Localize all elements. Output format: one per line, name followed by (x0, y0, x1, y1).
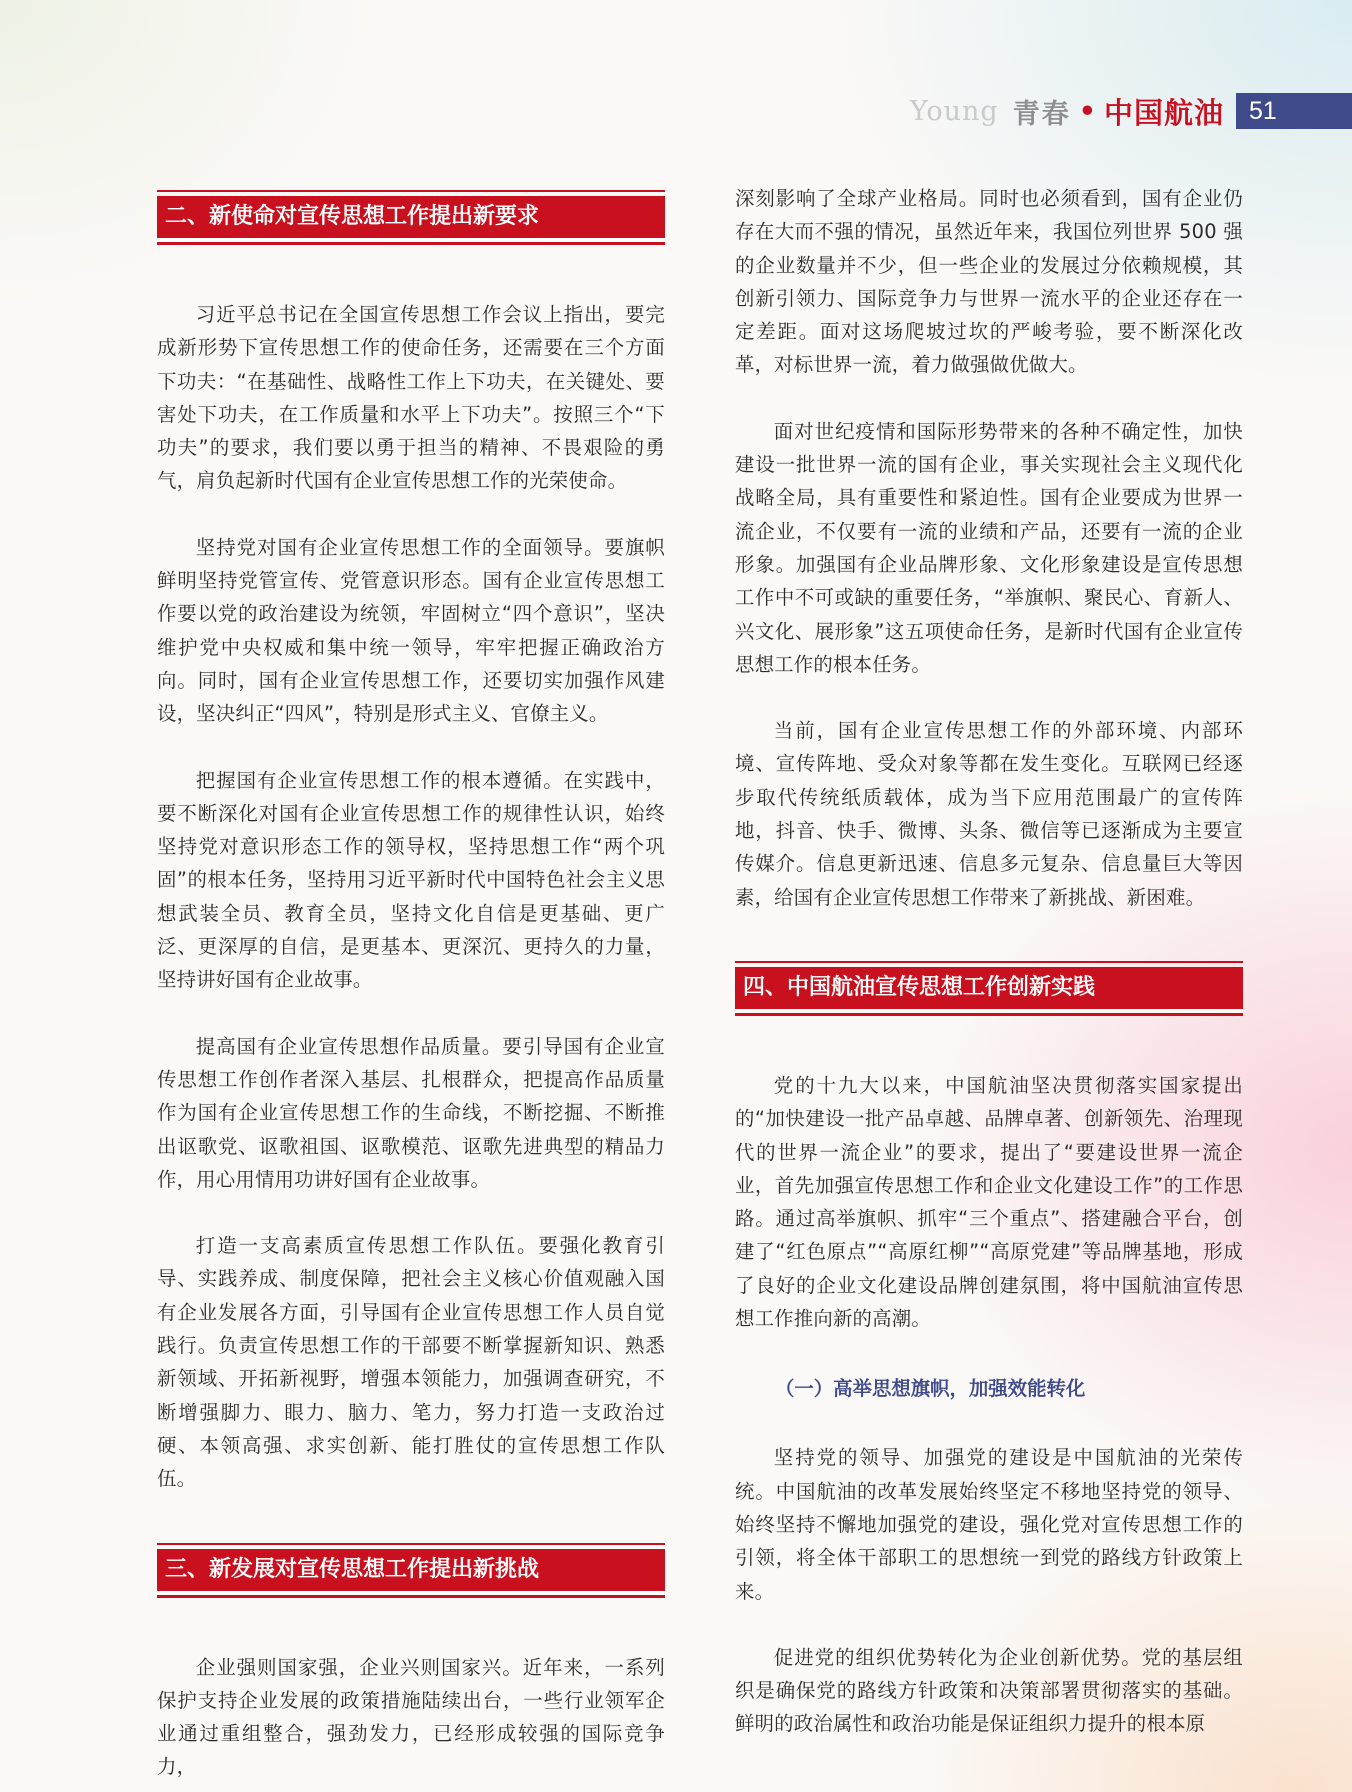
page-header (910, 92, 1352, 130)
section-4-heading: 四、中国航油宣传思想工作创新实践 (735, 967, 1243, 1013)
paragraph: 把握国有企业宣传思想工作的根本遵循。在实践中，要不断深化对国有企业宣传思想工作的规律性认识，始终坚持党对意识形态工作的领导权，坚持思想工作“两个巩固”的根本任务，坚持用习近平新时代中国特色社会主义思想武装全员、教育全员，坚持文化自信是更基础、更广泛、更深厚的自信，是更基本、更深沉、更持久的力量，坚持讲好国有企业故事。 (157, 768, 665, 992)
paragraph: 当前，国有企业宣传思想工作的外部环境、内部环境、宣传阵地、受众对象等都在发生变化。互联网已经逐步取代传统纸质载体，成为当下应用范围最广的宣传阵地，抖音、快手、微博、头条、微信等已逐渐成为主要宣传媒介。信息更新迅速、信息多元复杂、信息量巨大等因素，给国有企业宣传思想工作带来了新挑战、新困难。 (735, 719, 1243, 909)
section-3-heading: 三、新发展对宣传思想工作提出新挑战 (157, 1549, 665, 1595)
brand-young: Young (909, 95, 999, 127)
paragraph: 促进党的组织优势转化为企业创新优势。党的基层组织是确保党的路线方针政策和决策部署贯彻落实的基础。鲜明的政治属性和政治功能是保证组织力提升的根本原 (735, 1645, 1243, 1736)
paragraph: 打造一支高素质宣传思想工作队伍。要强化教育引导、实践养成、制度保障，把社会主义核心价值观融入国有企业发展各方面，引导国有企业宣传思想工作人员自觉践行。负责宣传思想工作的干部要不断掌握新知识、熟悉新领域、开拓新视野，增强本领能力，加强调查研究，不断增强脚力、眼力、脑力、笔力，努力打造一支政治过硬、本领高强、求实创新、能打胜仗的宣传思想工作队伍。 (157, 1234, 665, 1491)
paragraph-continued: 深刻影响了全球产业格局。同时也必须看到，国有企业仍存在大而不强的情况，虽然近年来，我国位列世界 500 强的企业数量并不少，但一些企业的发展过分依赖规模，其创新引领力、国际竞争力与世界一流水平的企业还存在一定差距。面对这场爬坡过坎的严峻考验，要不断深化改革，对标世界一流，着力做强做优做大。 (735, 187, 1243, 377)
paragraph: 面对世纪疫情和国际形势带来的各种不确定性，加快建设一批世界一流的国有企业，事关实现社会主义现代化战略全局，具有重要性和紧迫性。国有企业要成为世界一流企业，不仅要有一流的业绩和产品，还要有一流的企业形象。加强国有企业品牌形象、文化形象建设是宣传思想工作中不可或缺的重要任务，“举旗帜、聚民心、育新人、兴文化、展形象”这五项使命任务，是新时代国有企业宣传思想工作的根本任务。 (735, 419, 1243, 676)
brand-qingchun: 青春 (1012, 98, 1071, 130)
paragraph: 企业强则国家强，企业兴则国家兴。近年来，一系列保护支持企业发展的政策措施陆续出台，一些行业领军企业通过重组整合，强劲发力，已经形成较强的国际竞争力， (157, 1655, 665, 1779)
right-column (735, 182, 1243, 1741)
page-number: 51 (1236, 93, 1352, 129)
section-2-heading: 二、新使命对宣传思想工作提出新要求 (157, 196, 665, 242)
subsection-1-heading: （一）高举思想旗帜，加强效能转化 (775, 1377, 1086, 1401)
paragraph: 坚持党对国有企业宣传思想工作的全面领导。要旗帜鲜明坚持党管宣传、党管意识形态。国有企业宣传思想工作要以党的政治建设为统领，牢固树立“四个意识”，坚决维护党中央权威和集中统一领导，牢牢把握正确政治方向。同时，国有企业宣传思想工作，还要切实加强作风建设，坚决纠正“四风”，特别是形式主义、官僚主义。 (157, 535, 665, 726)
paragraph: 提高国有企业宣传思想作品质量。要引导国有企业宣传思想工作创作者深入基层、扎根群众，把提高作品质量作为国有企业宣传思想工作的生命线，不断挖掘、不断推出讴歌党、讴歌祖国、讴歌模范、讴歌先进典型的精品力作，用心用情用功讲好国有企业故事。 (157, 1034, 665, 1191)
paragraph: 坚持党的领导、加强党的建设是中国航油的光荣传统。中国航油的改革发展始终坚定不移地坚持党的领导、始终坚持不懈地加强党的建设，强化党对宣传思想工作的引领，将全体干部职工的思想统一到党的路线方针政策上来。 (735, 1446, 1243, 1603)
brand-hangyou: 中国航油 (1103, 95, 1224, 130)
paragraph: 党的十九大以来，中国航油坚决贯彻落实国家提出的“加快建设一批产品卓越、品牌卓著、创新领先、治理现代的世界一流企业”的要求，提出了“要建设世界一流企业，首先加强宣传思想工作和企业文化建设工作”的工作思路。通过高举旗帜、抓牢“三个重点”、搭建融合平台，创建了“红色原点”“高原红柳”“高原党建”等品牌基地，形成了良好的企业文化建设品牌创建氛围，将中国航油宣传思想工作推向新的高潮。 (735, 1073, 1243, 1331)
left-column (157, 190, 665, 1784)
brand-separator-dot: • (1078, 95, 1096, 127)
paragraph: 习近平总书记在全国宣传思想工作会议上指出，要完成新形势下宣传思想工作的使命任务，还需要在三个方面下功夫：“在基础性、战略性工作上下功夫，在关键处、要害处下功夫，在工作质量和水平上下功夫”。按照三个“下功夫”的要求，我们要以勇于担当的精神、不畏艰险的勇气，肩负起新时代国有企业宣传思想工作的光荣使命。 (157, 303, 665, 493)
